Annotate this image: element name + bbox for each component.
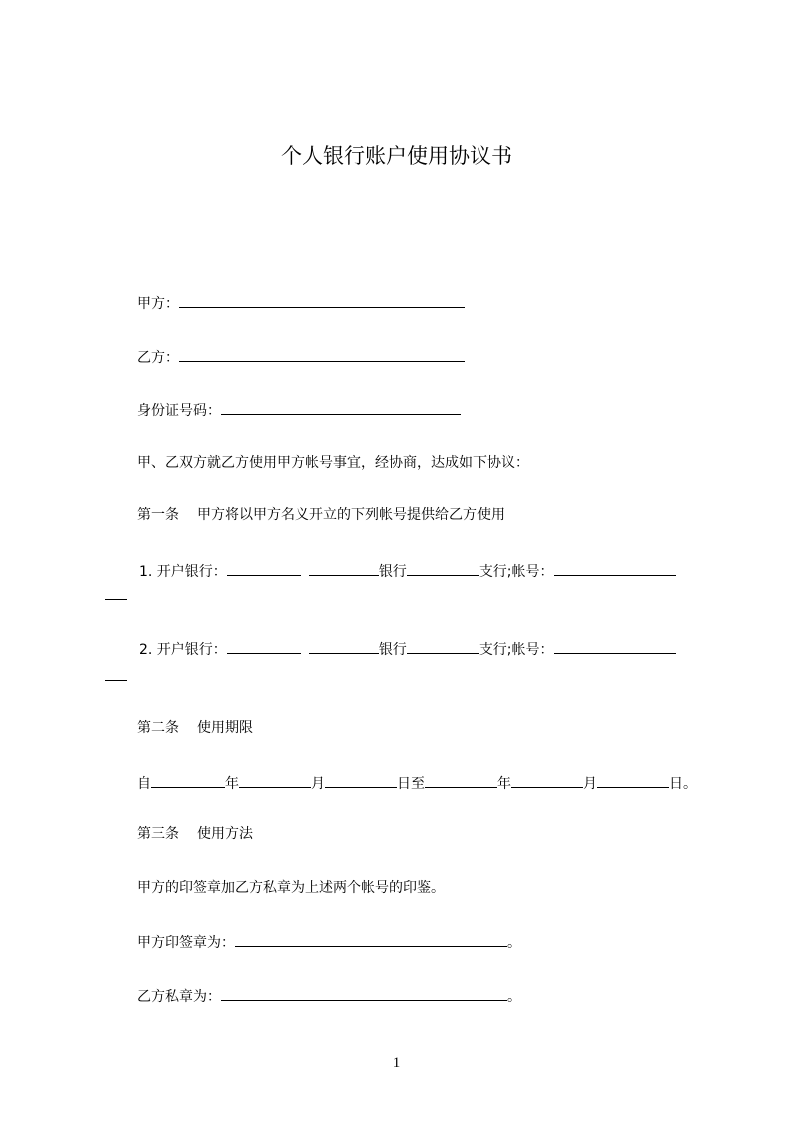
party-b-blank[interactable] [179,346,465,362]
account-2-bank-label: 银行 [378,642,407,658]
seal-paragraph: 甲方的印签章加乙方私章为上述两个帐号的印鉴。 [137,880,445,896]
party-a-seal-blank[interactable] [235,931,507,947]
article-3 [137,824,253,844]
id-number-blank[interactable] [221,399,461,415]
account-1-bank-blank-a[interactable] [227,560,301,576]
party-a-seal-period: 。 [507,935,521,951]
period-day-to: 日至 [397,776,425,792]
id-number-line [137,399,461,421]
period-year: 年 [225,776,239,792]
period-month: 月 [311,776,325,792]
party-b-seal-period: 。 [507,989,521,1005]
party-a-seal-line [137,931,521,953]
article-1-text: 甲方将以甲方名义开立的下列帐号提供给乙方使用 [197,507,505,523]
party-b-line [137,346,465,368]
account-2-branch-blank[interactable] [407,638,479,654]
account-1-branch-blank[interactable] [407,560,479,576]
party-b-seal-line [137,985,521,1007]
party-b-seal-blank[interactable] [221,985,507,1001]
start-day-blank[interactable] [325,772,397,788]
period-year-2: 年 [497,776,511,792]
account-1-bank-label: 银行 [378,564,407,580]
article-1-number: 第一条 [137,507,179,523]
account-line-2 [139,638,676,660]
period-from: 自 [137,776,151,792]
party-a-seal-label: 甲方印签章为： [137,935,235,951]
period-line [137,772,697,794]
article-2-text: 使用期限 [197,720,253,736]
account-1-bank-blank-b[interactable] [309,560,379,576]
intro-paragraph: 甲、乙双方就乙方使用甲方帐号事宜，经协商，达成如下协议： [137,455,529,471]
article-2 [137,718,253,738]
account-2-number-blank[interactable] [554,638,676,654]
end-year-blank[interactable] [425,772,497,788]
page-number: 1 [392,1055,401,1071]
article-3-text: 使用方法 [197,826,253,842]
account-2-bank-blank-a[interactable] [227,638,301,654]
document-title: 个人银行账户使用协议书 [281,144,512,168]
article-2-number: 第二条 [137,720,179,736]
period-day-end: 日。 [669,776,697,792]
account-2-number-blank-continuation[interactable] [105,680,127,681]
party-a-blank[interactable] [179,292,465,308]
end-day-blank[interactable] [597,772,669,788]
id-number-label: 身份证号码： [137,403,221,419]
account-2-bank-blank-b[interactable] [309,638,379,654]
party-a-line [137,292,465,314]
article-1 [137,505,505,525]
account-2-branch-label: 支行;帐号： [478,642,554,658]
account-1-number-blank[interactable] [554,560,676,576]
account-1-prefix: 1. 开户银行： [139,564,227,580]
start-year-blank[interactable] [151,772,225,788]
party-a-label: 甲方： [137,296,179,312]
period-month-2: 月 [583,776,597,792]
article-3-number: 第三条 [137,826,179,842]
account-1-branch-label: 支行;帐号： [478,564,554,580]
account-line-1 [139,560,676,582]
party-b-label: 乙方： [137,350,179,366]
party-b-seal-label: 乙方私章为： [137,989,221,1005]
start-month-blank[interactable] [239,772,311,788]
account-1-number-blank-continuation[interactable] [105,599,127,600]
account-2-prefix: 2. 开户银行： [139,642,227,658]
end-month-blank[interactable] [511,772,583,788]
